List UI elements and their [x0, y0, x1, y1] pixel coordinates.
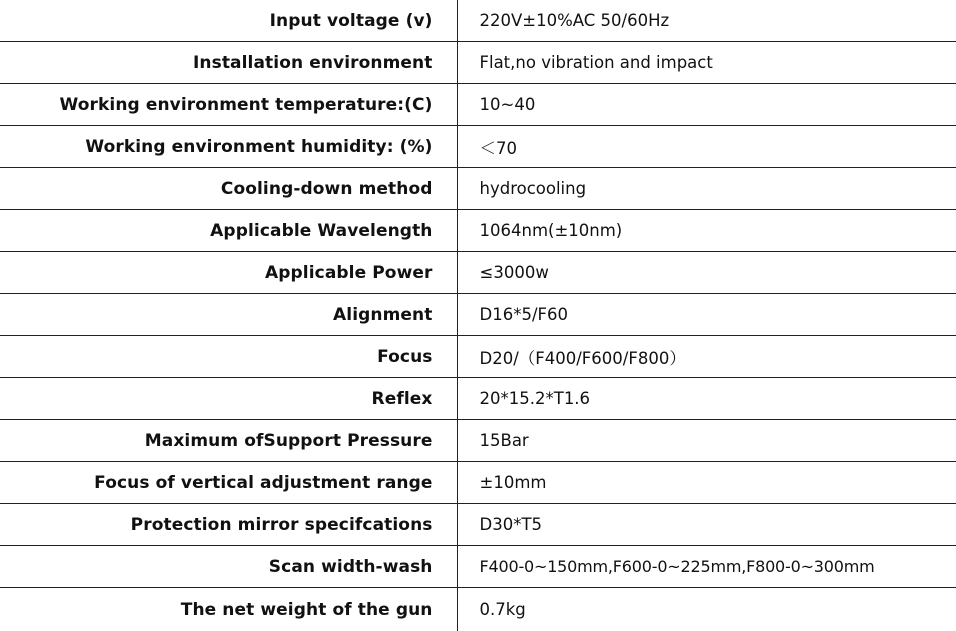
spec-label: Working environment humidity: (%): [0, 126, 457, 168]
spec-label: Cooling-down method: [0, 168, 457, 210]
spec-value: D30*T5: [457, 504, 956, 546]
spec-value: Flat,no vibration and impact: [457, 42, 956, 84]
spec-value: F400-0~150mm,F600-0~225mm,F800-0~300mm: [457, 546, 956, 588]
table-row: [0, 42, 956, 84]
spec-value: 10~40: [457, 84, 956, 126]
spec-value: hydrocooling: [457, 168, 956, 210]
table-row: [0, 84, 956, 126]
spec-value: 15Bar: [457, 420, 956, 462]
table-row: [0, 336, 956, 378]
spec-label: Maximum ofSupport Pressure: [0, 420, 457, 462]
spec-value: 20*15.2*T1.6: [457, 378, 956, 420]
spec-label: The net weight of the gun: [0, 588, 457, 631]
spec-value: 0.7kg: [479, 600, 526, 620]
table-row: [0, 168, 956, 210]
spec-label: Protection mirror specifcations: [0, 504, 457, 546]
table-row: [0, 126, 956, 168]
table-row: [0, 462, 956, 504]
spec-value: 1064nm(±10nm): [457, 210, 956, 252]
spec-label: Working environment temperature:(C): [0, 84, 457, 126]
table-row: [0, 504, 956, 546]
table-row: [0, 420, 956, 462]
spec-value: ＜70: [457, 126, 956, 168]
table-row: [0, 0, 956, 42]
table-row: [0, 588, 956, 631]
spec-value: ≤3000w: [457, 252, 956, 294]
spec-value: D16*5/F60: [457, 294, 956, 336]
spec-label: Alignment: [0, 294, 457, 336]
spec-label: Installation environment: [0, 42, 457, 84]
spec-label: Applicable Power: [0, 252, 457, 294]
spec-label: Scan width-wash: [0, 546, 457, 588]
spec-value: ±10mm: [457, 462, 956, 504]
table-row: [0, 378, 956, 420]
spec-label: Focus of vertical adjustment range: [0, 462, 457, 504]
table-row: [0, 294, 956, 336]
spec-label: Input voltage (v): [0, 0, 457, 42]
spec-label: Reflex: [0, 378, 457, 420]
spec-value: 220V±10%AC 50/60Hz: [457, 0, 956, 42]
spec-label: Applicable Wavelength: [0, 210, 457, 252]
spec-value: D20/（F400/F600/F800）: [457, 336, 956, 378]
spec-label: Focus: [0, 336, 457, 378]
table-row: [0, 546, 956, 588]
table-row: [0, 210, 956, 252]
table-row: [0, 252, 956, 294]
